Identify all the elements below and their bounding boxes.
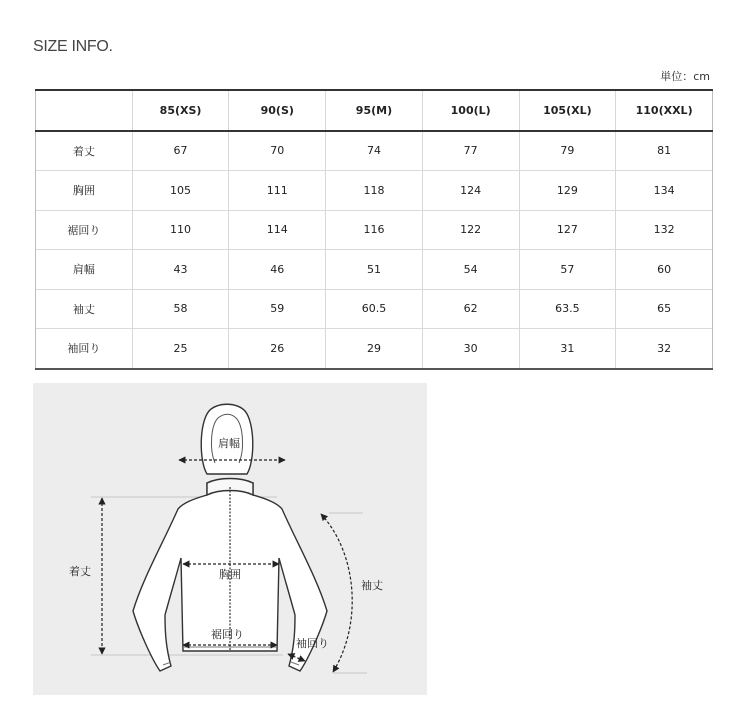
size-table — [35, 89, 713, 370]
table-cell: 74 — [326, 131, 423, 171]
table-cell: 30 — [422, 329, 519, 369]
row-label: 裾回り — [36, 210, 133, 250]
column-header: 110(XXL) — [616, 90, 713, 131]
table-cell: 59 — [229, 289, 326, 329]
table-header-row — [36, 90, 713, 131]
table-cell: 77 — [422, 131, 519, 171]
table-cell: 62 — [422, 289, 519, 329]
table-row — [36, 171, 713, 211]
table-cell: 25 — [132, 329, 229, 369]
table-cell: 110 — [132, 210, 229, 250]
table-cell: 127 — [519, 210, 616, 250]
table-cell: 132 — [616, 210, 713, 250]
table-cell: 114 — [229, 210, 326, 250]
table-cell: 54 — [422, 250, 519, 290]
table-row — [36, 289, 713, 329]
table-row — [36, 210, 713, 250]
column-header: 105(XL) — [519, 90, 616, 131]
table-cell: 46 — [229, 250, 326, 290]
table-cell: 57 — [519, 250, 616, 290]
length-label: 着丈 — [69, 565, 91, 578]
row-label: 肩幅 — [36, 250, 133, 290]
table-cell: 60.5 — [326, 289, 423, 329]
row-label: 着丈 — [36, 131, 133, 171]
table-cell: 51 — [326, 250, 423, 290]
table-cell: 111 — [229, 171, 326, 211]
shoulder-label: 肩幅 — [218, 437, 240, 450]
table-cell: 32 — [616, 329, 713, 369]
table-cell: 70 — [229, 131, 326, 171]
table-cell: 67 — [132, 131, 229, 171]
chest-label: 胸囲 — [219, 568, 241, 581]
table-cell: 65 — [616, 289, 713, 329]
table-cell: 81 — [616, 131, 713, 171]
hem-label: 裾回り — [211, 628, 244, 641]
measurement-diagram — [33, 383, 427, 695]
column-header: 95(M) — [326, 90, 423, 131]
table-cell: 26 — [229, 329, 326, 369]
column-header: 100(L) — [422, 90, 519, 131]
sleeve-length-label: 袖丈 — [361, 579, 383, 592]
table-cell: 79 — [519, 131, 616, 171]
table-cell: 63.5 — [519, 289, 616, 329]
table-cell: 124 — [422, 171, 519, 211]
table-row — [36, 250, 713, 290]
table-cell: 129 — [519, 171, 616, 211]
column-header: 85(XS) — [132, 90, 229, 131]
row-label: 袖回り — [36, 329, 133, 369]
table-cell: 118 — [326, 171, 423, 211]
cuff-label: 袖回り — [296, 637, 329, 650]
table-corner — [36, 90, 133, 131]
table-cell: 29 — [326, 329, 423, 369]
table-cell: 122 — [422, 210, 519, 250]
table-cell: 31 — [519, 329, 616, 369]
column-header: 90(S) — [229, 90, 326, 131]
table-row — [36, 131, 713, 171]
row-label: 胸囲 — [36, 171, 133, 211]
table-cell: 60 — [616, 250, 713, 290]
table-cell: 134 — [616, 171, 713, 211]
table-cell: 43 — [132, 250, 229, 290]
table-cell: 58 — [132, 289, 229, 329]
table-cell: 105 — [132, 171, 229, 211]
row-label: 袖丈 — [36, 289, 133, 329]
page-title: SIZE INFO. — [33, 38, 113, 55]
table-cell: 116 — [326, 210, 423, 250]
table-row — [36, 329, 713, 369]
unit-label: 単位：cm — [660, 70, 710, 83]
jacket-illustration — [33, 383, 427, 695]
